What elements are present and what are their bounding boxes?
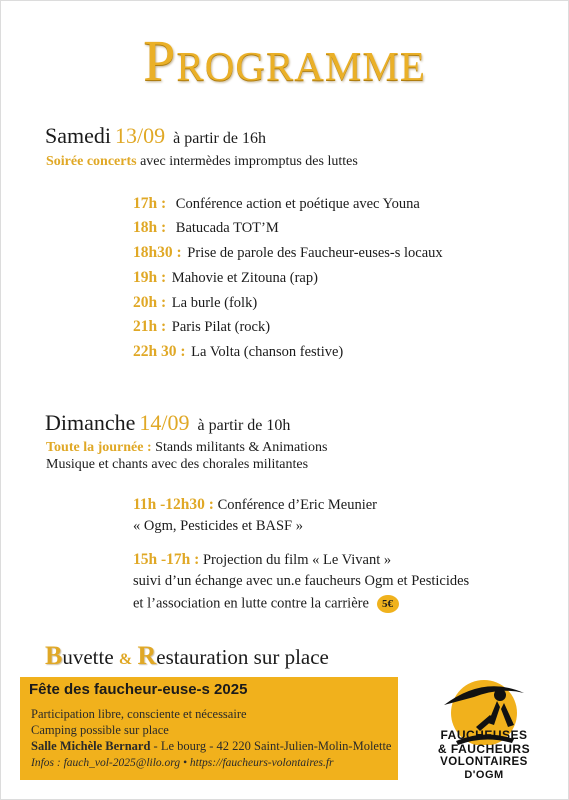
saturday-header <box>45 123 266 149</box>
page-title: Programme <box>143 28 426 93</box>
schedule-text: Batucada TOT’M <box>175 220 279 236</box>
footer-address-name: Salle Michèle Bernard <box>31 739 151 753</box>
saturday-day: Samedi <box>45 123 111 148</box>
sunday-event-2 <box>133 551 391 569</box>
event-time: 15h -17h : <box>133 551 200 568</box>
sunday-day: Dimanche <box>45 410 136 435</box>
schedule-row <box>133 343 343 361</box>
footer-address <box>31 739 391 754</box>
schedule-time: 22h 30 : <box>133 343 186 360</box>
event-text: et l’association en lutte contre la carrière <box>133 595 369 612</box>
schedule-row <box>133 195 420 213</box>
schedule-text: Paris Pilat (rock) <box>171 319 271 335</box>
sunday-event-1 <box>133 496 377 514</box>
logo-line-1: FAUCHEUSES <box>440 728 528 742</box>
event-time: 11h -12h30 : <box>133 496 214 513</box>
sunday-time: à partir de 10h <box>197 417 291 434</box>
logo-line-3: VOLONTAIRES <box>440 756 528 768</box>
schedule-time: 18h30 : <box>133 244 182 261</box>
sunday-event-2-line3 <box>133 595 399 613</box>
schedule-time: 21h : <box>133 318 167 335</box>
buvette-ampersand: & <box>118 651 133 668</box>
buvette-cap-r: R <box>137 641 157 670</box>
logo-line-4: D'OGM <box>464 769 504 781</box>
schedule-time: 18h : <box>133 219 167 236</box>
saturday-subtitle-rest: avec intermèdes impromptus des luttes <box>140 154 358 169</box>
sunday-date: 14/09 <box>139 410 190 435</box>
faucheurs-logo <box>404 665 564 795</box>
schedule-text: Conférence action et poétique avec Youna <box>175 196 420 212</box>
saturday-time: à partir de 16h <box>173 130 266 147</box>
schedule-row <box>133 244 443 262</box>
sunday-subtitle-rest: Stands militants & Animations <box>155 440 328 455</box>
footer-address-rest: - Le bourg - 42 220 Saint-Julien-Molin-Molette <box>153 739 392 753</box>
event-text: Projection du film « Le Vivant » <box>202 552 392 568</box>
price-badge: 5€ <box>377 595 399 613</box>
sunday-subtitle-line2: Musique et chants avec des chorales militantes <box>46 457 309 472</box>
buvette-word-rest: uvette <box>62 645 114 669</box>
sunday-header <box>45 410 290 436</box>
schedule-time: 20h : <box>133 294 167 311</box>
sunday-event-1-line2: « Ogm, Pesticides et BASF » <box>133 518 303 534</box>
sunday-event-2-line2: suivi d’un échange avec un.e faucheurs Ogm et Pesticides <box>133 573 470 589</box>
schedule-time: 19h : <box>133 269 167 286</box>
schedule-row <box>133 219 279 237</box>
schedule-row <box>133 294 257 312</box>
footer-band <box>20 677 398 780</box>
saturday-subtitle-highlight: Soirée concerts <box>46 154 137 169</box>
schedule-text: La burle (folk) <box>171 295 258 311</box>
schedule-text: Prise de parole des Faucheur-euses-s locaux <box>187 245 443 261</box>
sunday-subtitle-highlight: Toute la journée : <box>46 440 152 455</box>
logo-line-2: & FAUCHEURS <box>437 742 531 756</box>
schedule-text: Mahovie et Zitouna (rap) <box>171 270 318 286</box>
buvette-restauration-rest: estauration sur place <box>156 645 329 669</box>
buvette-heading <box>45 641 329 671</box>
footer-info[interactable]: Infos : fauch_vol-2025@lilo.org • https://faucheurs-volontaires.fr <box>31 757 334 769</box>
event-text: Conférence d’Eric Meunier <box>217 497 378 513</box>
schedule-row <box>133 269 318 287</box>
schedule-time: 17h : <box>133 195 167 212</box>
schedule-row <box>133 318 270 336</box>
saturday-date: 13/09 <box>115 123 166 148</box>
buvette-cap-b: B <box>45 641 63 670</box>
schedule-text: La Volta (chanson festive) <box>191 344 344 360</box>
footer-line-1: Participation libre, consciente et nécessaire <box>31 707 247 721</box>
saturday-subtitle <box>46 154 358 170</box>
footer-title: Fête des faucheur-euse-s 2025 <box>29 681 248 698</box>
sunday-subtitle <box>46 440 327 456</box>
footer-line-2: Camping possible sur place <box>31 723 169 737</box>
